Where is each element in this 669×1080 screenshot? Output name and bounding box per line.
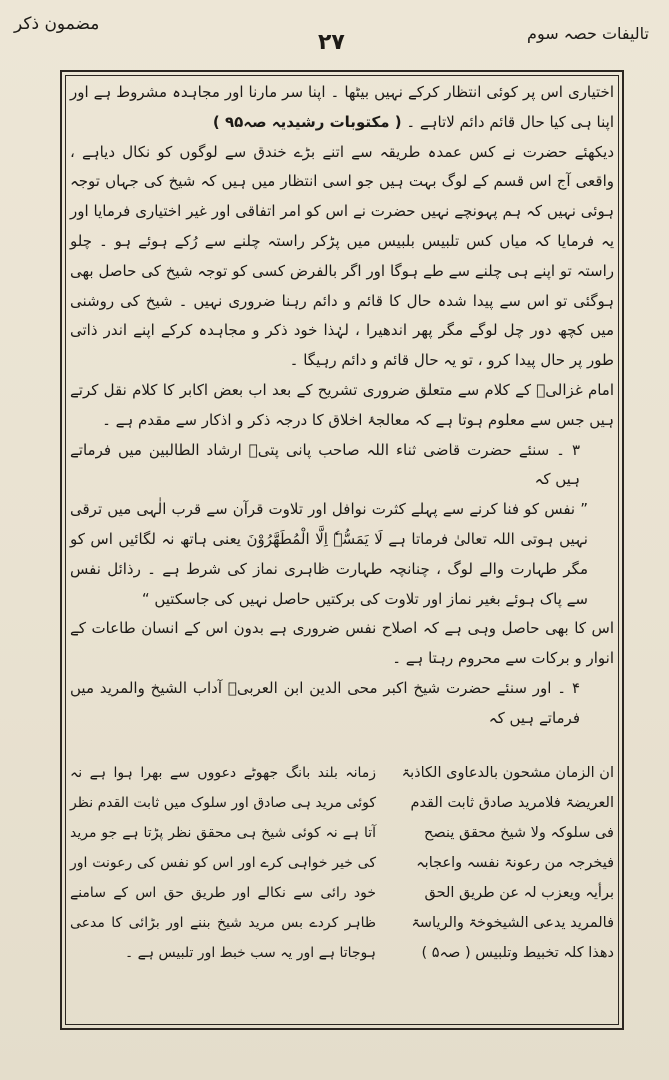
translation-column bbox=[70, 758, 376, 1003]
main-text bbox=[70, 78, 614, 758]
arabic-column bbox=[394, 758, 614, 1003]
running-title-right: تالیفات حصہ سوم bbox=[527, 24, 649, 43]
page-header bbox=[0, 0, 669, 70]
quotation: ” نفس کو فنا کرنے سے پہلے کثرت نوافل اور تلاوت قرآن سے قرب الٰہی میں ترقی نہیں ہوتی اللہ تعالیٰ فرماتا ہے لَا یَمَسُّہٗ اِلَّا الْمُطَھَّرُوْنَ یعنی ہاتھ نہ لگائیں اس کو مگر طہارت والے لوگ ، چنانچہ طہارت ظاہری نماز کی شرط ہے ۔ رذائل نفس سے پاک ہوئے بغیر نماز اور تلاوت کی برکتیں حاصل نہیں کی جاسکتیں “ bbox=[70, 500, 588, 608]
paragraph: امام غزالیؒ کے کلام سے متعلق ضروری تشریح کے بعد اب بعض اکابر کا کلام نقل کرتے ہیں جس سے معلوم ہوتا ہے کہ معالجۂ اخلاق کا درجہ ذکر و اذکار سے مقدم ہے ۔ bbox=[70, 380, 614, 429]
paragraph bbox=[70, 78, 614, 138]
two-column-quote bbox=[70, 758, 614, 1003]
page-number: ۲۷ bbox=[318, 30, 345, 55]
arabic-text: ان الزمان مشحون بالدعاوی الکاذبۃ العریضۃ فلامرید صادق ثابت القدم فی سلوکہ ولا شیخ محقق ینصح فیخرجہ من رعونۃ نفسہ واعجابہ برأیہ ویعزب لہ عن طریق الحق فالمرید یدعی الشیخوخۃ والریاسۃ دھذا کلہ تخبیط وتلبیس ( صہ۵ ) bbox=[401, 765, 614, 961]
reference-citation: ( مکتوبات رشیدیہ صہ۹۵ ) bbox=[212, 112, 402, 131]
paragraph: دیکھئے حضرت نے کس عمدہ طریقہ سے اتنے بڑے خندق سے لوگوں کو نکال دیاہے ، واقعی آج اس قسم کے لوگ بہت ہیں جو اسی انتظار میں ہیں کہ شیخ کی جہاں توجہ ہوئی نہیں کہ ہم پہونچے نہیں حضرت نے اس کو امر اتفاقی اور غیر اختیاری فرمایا اور یہ فرمایا کہ میاں کس تلبیس بلبیس میں پڑکر راستہ چلنے سے رُکے ہوئے ہو ۔ چلو راستہ تو اپنے ہی چلنے سے طے ہوگا اور اگر بالفرض کسی کو توجہ شیخ کی حاصل بھی ہوگئی تو اس سے پیدا شدہ حال کا قائم و دائم رہنا ضروری نہیں ۔ شیخ کی روشنی میں کچھ دور چل لوگے مگر پھر اندھیرا ، لہٰذا خود ذکر و مجاہدہ کرکے اپنے اندر ذاتی طور پر حال پیدا کرو ، تو یہ حال قائم و دائم رہیگا ۔ bbox=[70, 142, 614, 370]
paragraph-text: اختیاری اس پر کوئی انتظار کرکے نہیں بیٹھا ۔ اپنا سر مارنا اور مجاہدہ مشروط ہے اور اپنا ہی کیا حال قائم دائم لاتاہے ۔ bbox=[70, 83, 614, 131]
urdu-translation: زمانہ بلند بانگ جھوٹے دعووں سے بھرا ہوا ہے نہ کوئی مرید ہی صادق اور سلوک میں ثابت القدم نظر آتا ہے نہ کوئی شیخ ہی محقق نظر پڑتا ہے جو مرید کی خیر خواہی کرے اور اس کو نفس کی رعونت اور خود رائی سے نکالے اور طریق حق اس کے سامنے ظاہر کردے بس مرید شیخ بننے اور بڑائی کا مدعی ہوجاتا ہے اور یہ سب خبط اور تلبیس ہے ۔ bbox=[70, 765, 376, 961]
numbered-paragraph: ۴ ۔ اور سنئے حضرت شیخ اکبر محی الدین ابن العربیؒ آداب الشیخ والمرید میں فرماتے ہیں کہ bbox=[70, 678, 580, 727]
paragraph: اس کا بھی حاصل وہی ہے کہ اصلاح نفس ضروری ہے بدون اس کے انسان طاعات کے انوار و برکات سے محروم رہتا ہے ۔ bbox=[70, 619, 614, 668]
numbered-paragraph: ۳ ۔ سنئے حضرت قاضی ثناء اللہ صاحب پانی پتیؒ ارشاد الطالبین میں فرماتے ہیں کہ bbox=[70, 440, 580, 489]
running-title-left: مضمون ذکر bbox=[14, 14, 100, 34]
